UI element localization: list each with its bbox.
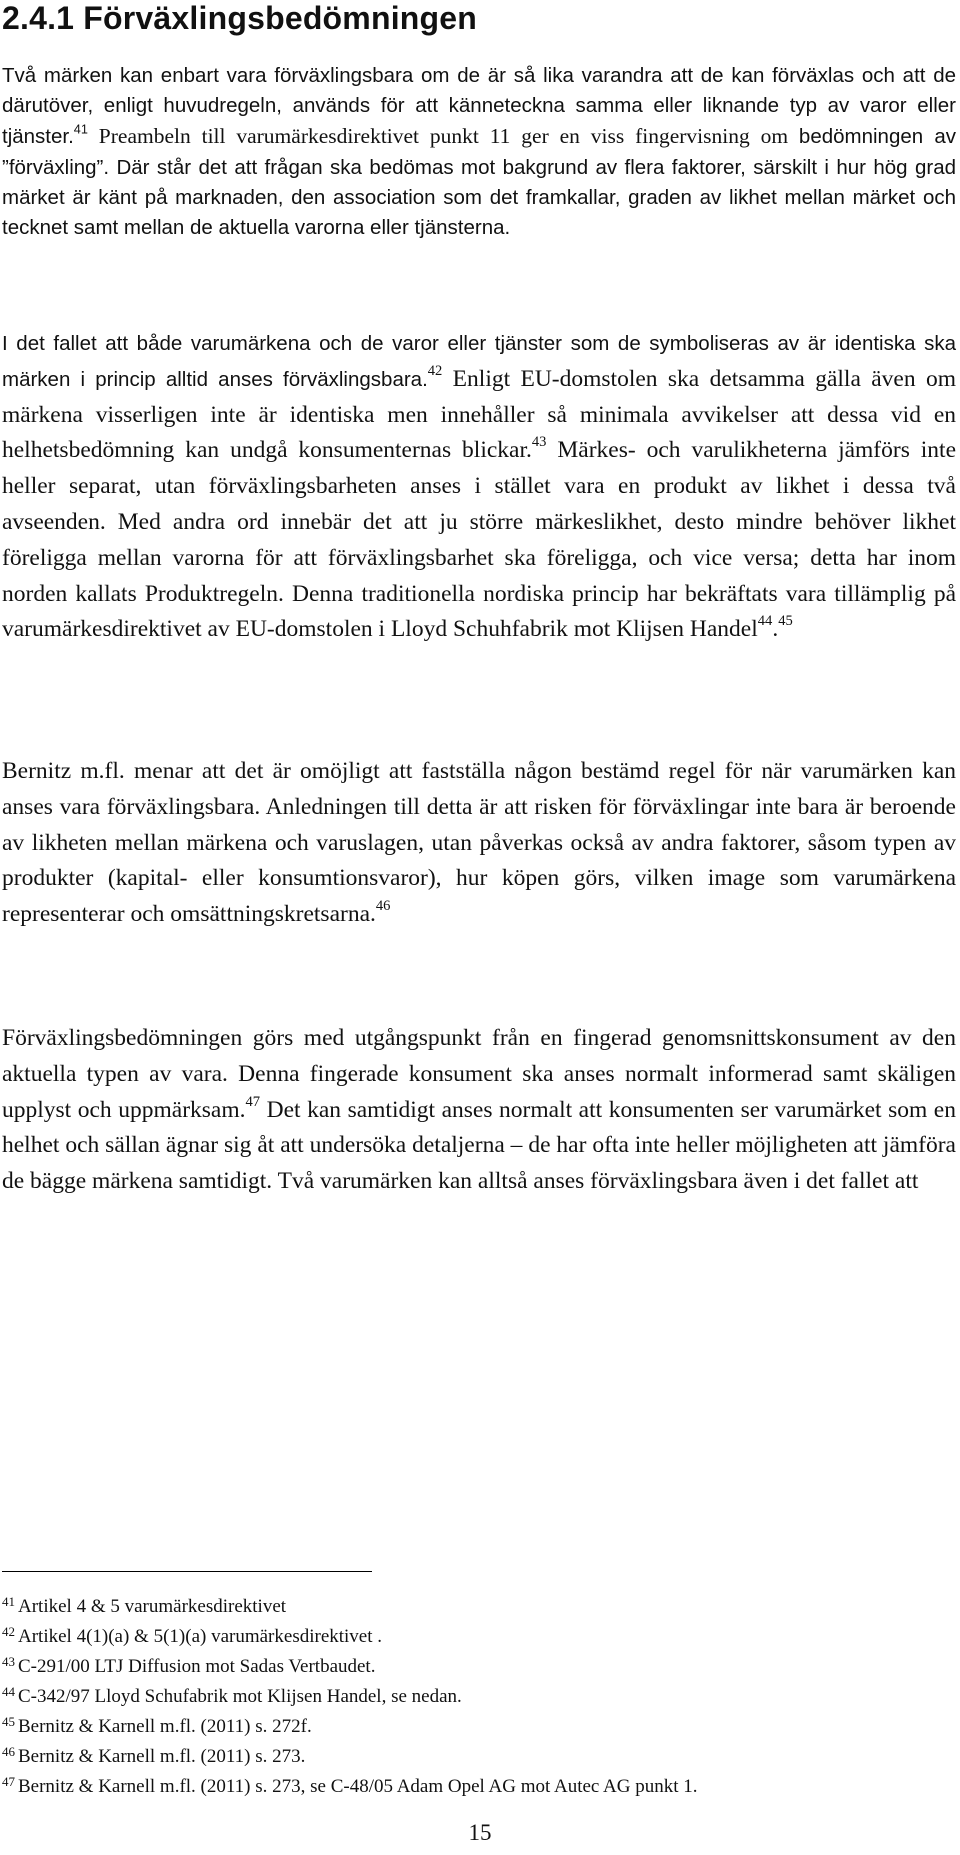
footnote-text: Bernitz & Karnell m.fl. (2011) s. 273.	[18, 1746, 306, 1767]
footnote-text: Artikel 4(1)(a) & 5(1)(a) varumärkesdirektivet .	[18, 1626, 383, 1647]
footnote-number: 45	[2, 1714, 15, 1729]
footnote-ref-43: 43	[531, 434, 547, 451]
footnote-number: 44	[2, 1684, 15, 1699]
paragraph-4-text-a: Förväxlingsbedömningen görs med utgångspunkt från en fingerad genomsnittskonsument av den aktuella typen av vara. Denna fingerade konsument ska anses normalt informerad samt skäligen upplyst och uppmärksam.	[2, 1025, 956, 1123]
section-heading: 2.4.1 Förväxlingsbedömningen	[2, 0, 478, 36]
paragraph-2	[2, 326, 956, 648]
footnote-47	[2, 1772, 956, 1802]
paragraph-1-text-b: Preambeln till varumärkesdirektivet punkt 11 ger en viss fingervisning om	[87, 124, 799, 149]
footnote-ref-46: 46	[375, 898, 391, 915]
footnote-45	[2, 1712, 956, 1742]
paragraph-1-text-c: bedömningen av ”förväxling”. Där står det att frågan ska bedömas mot bakgrund av flera faktorer, särskilt i hur hög grad märket är känt på marknaden, den association som det framkallar, graden av likhet mellan märket och tecknet samt mellan de aktuella varorna eller tjänsterna.	[2, 125, 956, 240]
paragraph-2-separator: .	[772, 616, 779, 643]
footnote-text: Artikel 4 & 5 varumärkesdirektivet	[18, 1596, 287, 1617]
paragraph-2-text-b: Enligt EU-domstolen ska detsamma gälla även om märkena visserligen inte är identiska men innehåller så minimala avvikelser att dessa vid en helhetsbedömning kan undgå konsumenternas blickar.	[2, 365, 956, 464]
footnote-list	[2, 1592, 956, 1802]
footnote-ref-44: 44	[757, 613, 773, 630]
paragraph-4	[2, 1021, 956, 1200]
footnote-41	[2, 1592, 956, 1622]
footnote-ref-45: 45	[778, 613, 793, 630]
footnote-44	[2, 1682, 956, 1712]
paragraph-2-text-a: I det fallet att både varumärkena och de varor eller tjänster som de symboliseras av är identiska ska märken i princip alltid anses förväxlingsbara.	[2, 332, 956, 391]
paragraph-1-text-a: Två märken kan enbart vara förväxlingsbara om de är så lika varandra att de kan förväxlas och att de därutöver, enligt huvudregeln, används för att känneteckna samma eller liknande typ av varor eller tjänster.	[2, 64, 956, 149]
paragraph-1	[2, 61, 956, 243]
footnote-number: 41	[2, 1594, 15, 1609]
footnote-number: 42	[2, 1624, 15, 1639]
footnote-separator	[2, 1571, 372, 1572]
paragraph-2-text-c: Märkes- och varulikheterna jämförs inte heller separat, utan förväxlingsbarheten anses i stället vara en produkt av likhet i dessa två avseenden. Med andra ord innebär det att ju större märkeslikhet, desto mindre behöver likhet föreligga mellan varorna för att förväxlingsbarhet ska föreligga, och vice versa; detta har inom norden kallats Produktregeln. Denna traditionella nordiska princip har bekräftats vara tillämplig på varumärkesdirektivet av EU-domstolen i Lloyd Schuhfabrik mot Klijsen Handel	[2, 437, 957, 643]
footnote-number: 43	[2, 1654, 15, 1669]
footnote-text: C-291/00 LTJ Diffusion mot Sadas Vertbaudet.	[18, 1656, 376, 1677]
footnote-text: Bernitz & Karnell m.fl. (2011) s. 273, se C‑48/05 Adam Opel AG mot Autec AG punkt 1.	[18, 1776, 698, 1797]
footnote-text: Bernitz & Karnell m.fl. (2011) s. 272f.	[18, 1716, 312, 1737]
footnote-46	[2, 1742, 956, 1772]
page-number: 15	[468, 1820, 492, 1845]
footnote-number: 46	[2, 1744, 15, 1759]
paragraph-3-text: Bernitz m.fl. menar att det är omöjligt att fastställa någon bestämd regel för när varumärken kan anses vara förväxlingsbara. Anledningen till detta är att risken för förväxlingar inte bara är beroende av likheten mellan märkena och varuslagen, utan påverkas också av andra faktorer, såsom typen av produkter (kapital- eller konsumtionsvaror), hur köpen görs, vilken image som varumärkena representerar och omsättningskretsarna.	[2, 758, 956, 928]
paragraph-3	[2, 754, 956, 933]
footnote-42	[2, 1622, 956, 1652]
footnote-ref-47: 47	[245, 1093, 261, 1110]
footnote-number: 47	[2, 1774, 15, 1789]
footnote-43	[2, 1652, 956, 1682]
footnote-text: C-342/97 Lloyd Schufabrik mot Klijsen Handel, se nedan.	[18, 1686, 462, 1707]
footnote-ref-41: 41	[73, 121, 88, 137]
footnote-ref-42: 42	[427, 362, 443, 379]
paragraph-4-text-b: Det kan samtidigt anses normalt att konsumenten ser varumärket som en helhet och sällan ägnar sig åt att undersöka detaljerna – de har ofta inte heller möjligheten att jämföra de bägge märkena samtidigt. Två varumärken kan alltså anses förväxlingsbara även i det fallet att	[2, 1096, 956, 1195]
